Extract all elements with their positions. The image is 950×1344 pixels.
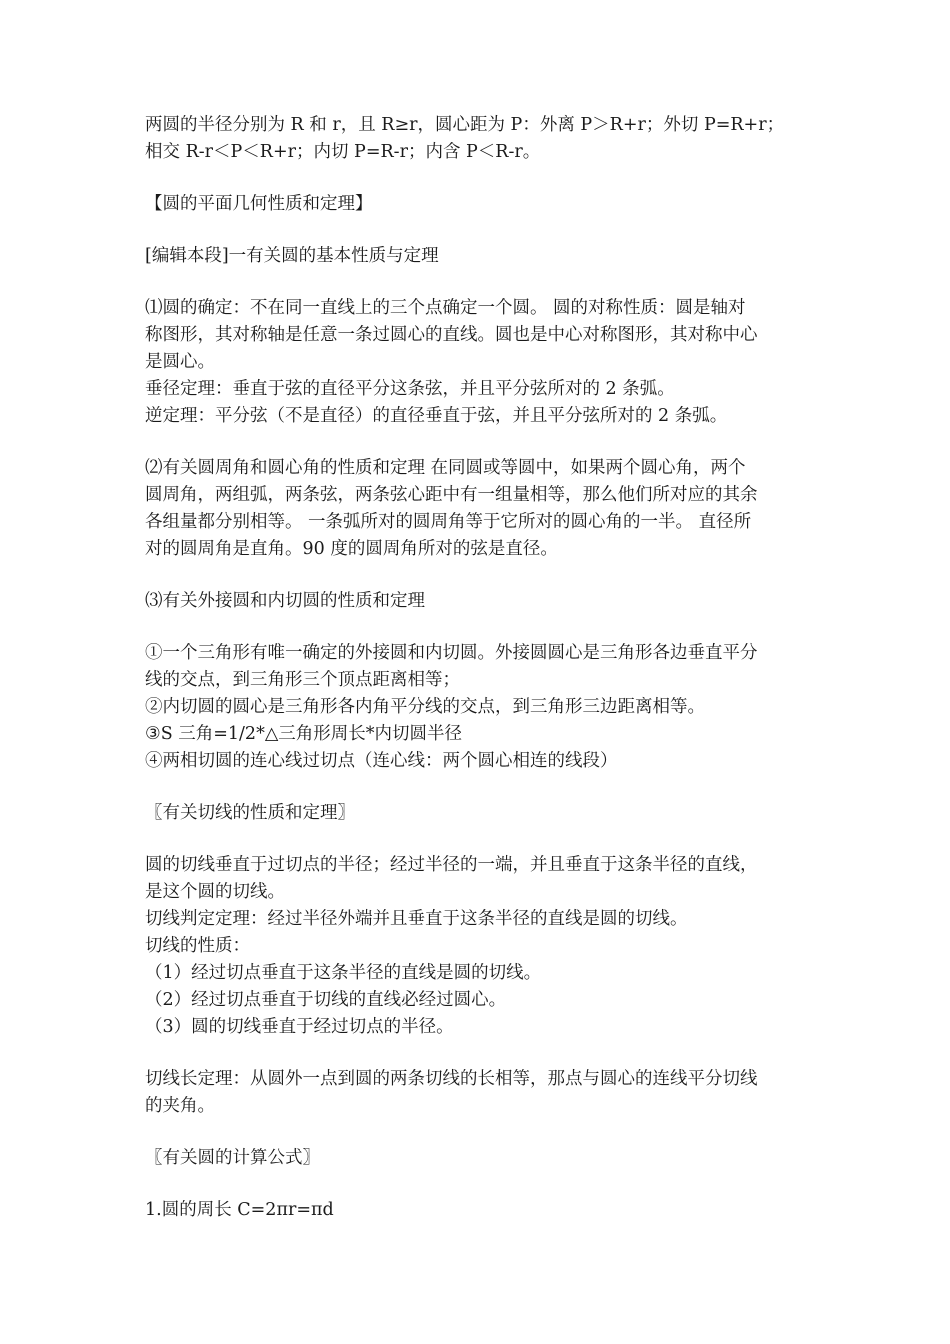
paragraph-inscribed-central-angles [145, 455, 825, 563]
text-line: 的夹角。 [145, 1096, 215, 1116]
text-line: 相交 R-r＜P＜R+r；内切 P=R-r；内含 P＜R-r。 [145, 142, 541, 162]
text-line: ⑵有关圆周角和圆心角的性质和定理 在同圆或等圆中，如果两个圆心角，两个 [145, 458, 746, 478]
text-line: 是这个圆的切线。 [145, 882, 285, 902]
section-heading-circumcircle-incircle: ⑶有关外接圆和内切圆的性质和定理 [145, 591, 425, 611]
text-line: ⑴圆的确定：不在同一直线上的三个点确定一个圆。 圆的对称性质：圆是轴对 [145, 298, 746, 318]
section-heading-formulas: 〖有关圆的计算公式〗 [145, 1148, 320, 1168]
text-line: 切线长定理：从圆外一点到圆的两条切线的长相等，那点与圆心的连线平分切线 [145, 1069, 758, 1089]
text-line: ③S 三角=1/2*△三角形周长*内切圆半径 [145, 724, 463, 744]
text-line: 对的圆周角是直角。90 度的圆周角所对的弦是直径。 [145, 539, 558, 559]
text-line: （2）经过切点垂直于切线的直线必经过圆心。 [145, 990, 507, 1010]
text-line: 切线判定定理：经过半径外端并且垂直于这条半径的直线是圆的切线。 [145, 909, 688, 929]
paragraph-tangent-properties [145, 852, 825, 1041]
text-line: 逆定理：平分弦（不是直径）的直径垂直于弦，并且平分弦所对的 2 条弧。 [145, 406, 728, 426]
text-line: 线的交点，到三角形三个顶点距离相等； [145, 670, 460, 690]
text-line: ①一个三角形有唯一确定的外接圆和内切圆。外接圆圆心是三角形各边垂直平分 [145, 643, 758, 663]
text-line: （1）经过切点垂直于这条半径的直线是圆的切线。 [145, 963, 542, 983]
text-line: 是圆心。 [145, 352, 215, 372]
paragraph-circumcircle-list [145, 640, 825, 775]
text-line: 称图形，其对称轴是任意一条过圆心的直线。圆也是中心对称图形，其对称中心 [145, 325, 758, 345]
section-heading-tangent: 〖有关切线的性质和定理〗 [145, 803, 355, 823]
text-line: （3）圆的切线垂直于经过切点的半径。 [145, 1017, 454, 1037]
text-line: ④两相切圆的连心线过切点（连心线：两个圆心相连的线段） [145, 751, 618, 771]
text-line: 圆的切线垂直于过切点的半径；经过半径的一端，并且垂直于这条半径的直线， [145, 855, 758, 875]
paragraph-tangent-length-theorem [145, 1066, 825, 1120]
paragraph-determination-symmetry [145, 295, 825, 430]
formula-circumference: 1.圆的周长 C=2πr=πd [145, 1200, 334, 1220]
text-line: 切线的性质： [145, 936, 250, 956]
text-line: 圆周角，两组弧，两条弦，两条弦心距中有一组量相等，那么他们所对应的其余 [145, 485, 758, 505]
section-heading-plane-geometry: 【圆的平面几何性质和定理】 [145, 194, 373, 214]
document-body [145, 112, 825, 1224]
text-line: 各组量都分别相等。 一条弧所对的圆周角等于它所对的圆心角的一半。 直径所 [145, 512, 752, 532]
text-line: ②内切圆的圆心是三角形各内角平分线的交点，到三角形三边距离相等。 [145, 697, 705, 717]
section-heading-basic-properties: [编辑本段]一有关圆的基本性质与定理 [145, 246, 439, 266]
text-line: 垂径定理：垂直于弦的直径平分这条弦，并且平分弦所对的 2 条弧。 [145, 379, 675, 399]
paragraph-circle-positions [145, 112, 825, 166]
text-line: 两圆的半径分别为 R 和 r，且 R≥r，圆心距为 P：外离 P＞R+r；外切 P=R+r； [145, 115, 785, 135]
